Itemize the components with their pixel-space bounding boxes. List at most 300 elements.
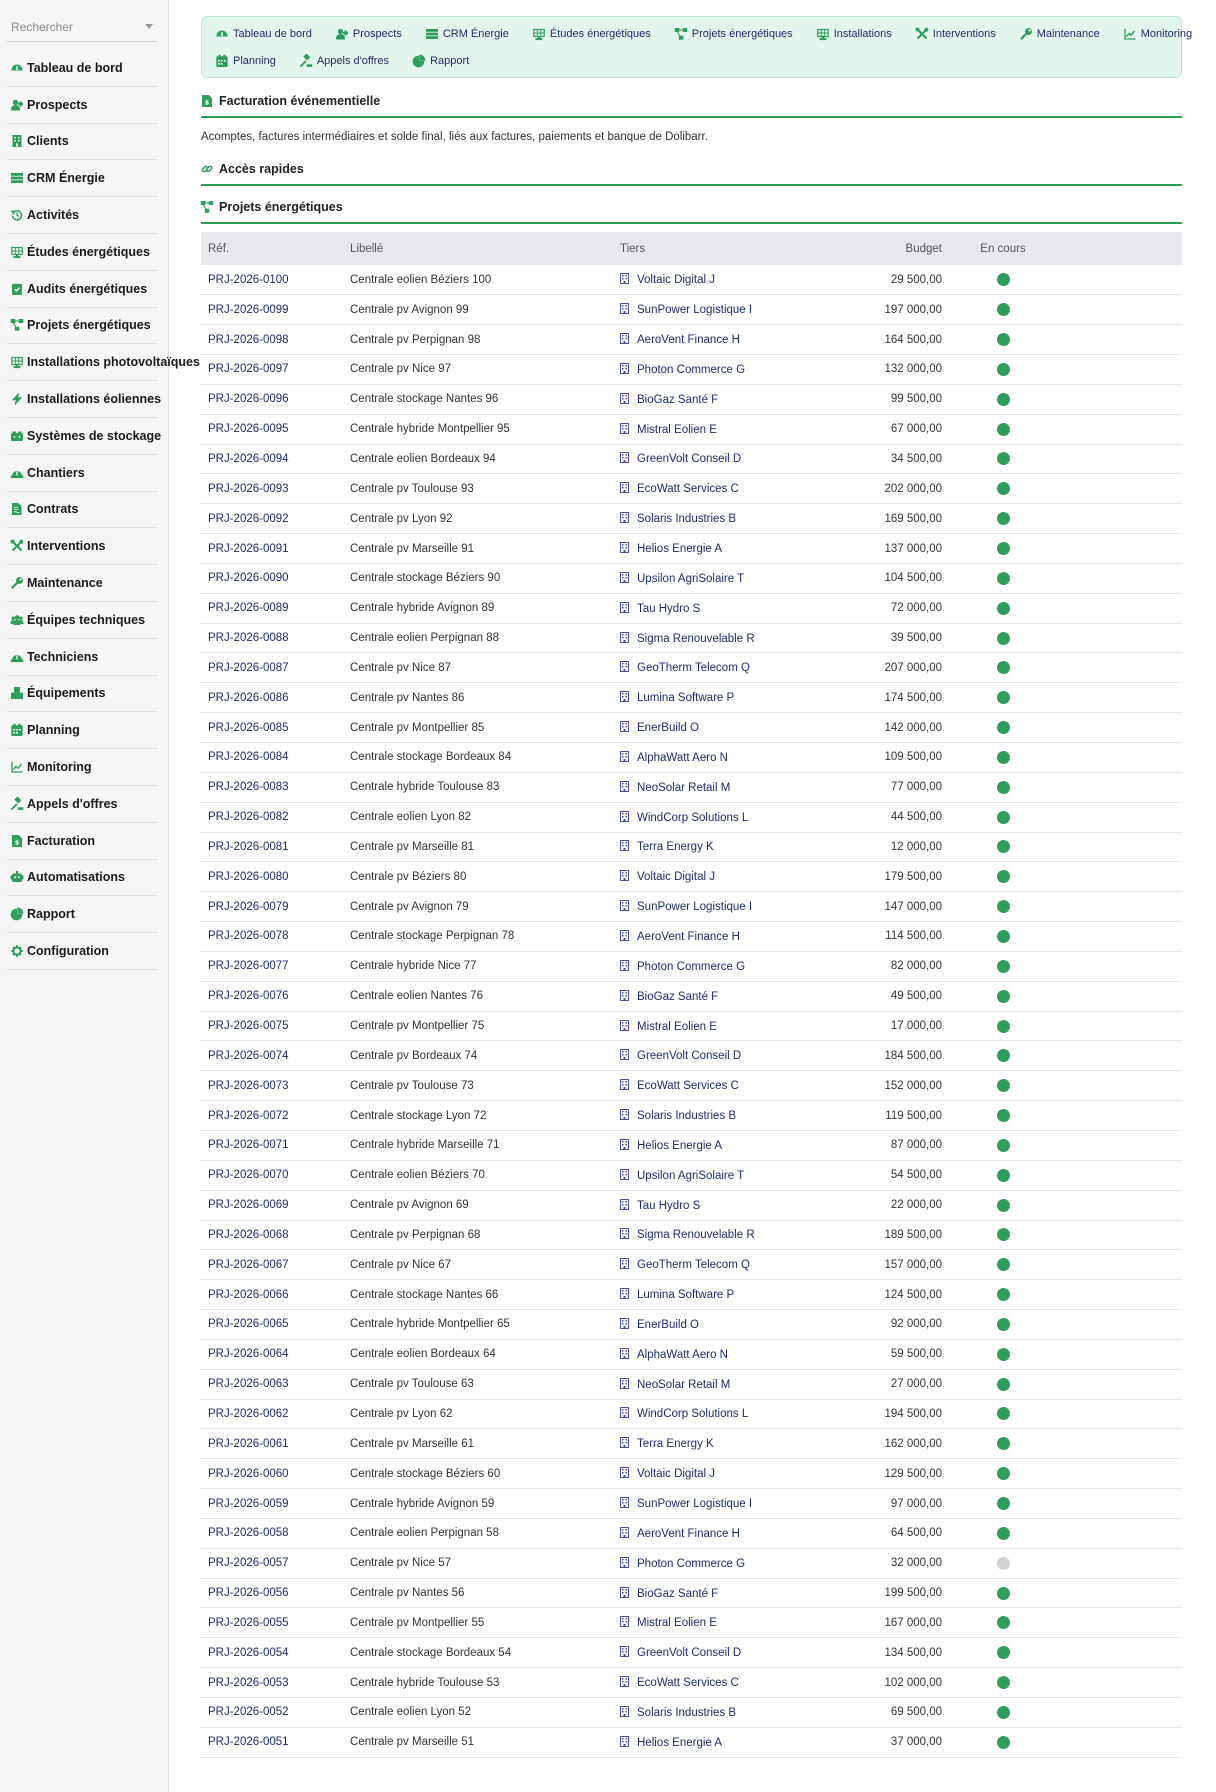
status-cell [949,1041,1057,1071]
topnav-item-crm-energie[interactable] [426,28,509,40]
project-ref-link[interactable]: PRJ-2026-0055 [201,1608,343,1638]
status-cell [949,1280,1057,1310]
topnav-item-rapport[interactable] [413,55,469,67]
status-active-dot [997,452,1010,465]
building-icon [620,1646,629,1657]
pie-chart-icon [11,908,23,920]
topnav-item-prospects[interactable] [336,28,402,40]
project-diagram-icon [11,319,23,331]
sidebar-item-label: Installations éoliennes [27,392,162,407]
thirdparty-link[interactable]: Helios Energie A [637,543,723,556]
project-ref-link[interactable]: PRJ-2026-0075 [201,1011,343,1041]
empty-cell [1057,1011,1182,1041]
solar-panel-icon [817,28,829,40]
sidebar-item-systemes-de-stockage[interactable] [7,418,162,455]
project-label: Centrale pv Lyon 92 [343,504,613,534]
project-ref-link[interactable]: PRJ-2026-0057 [201,1548,343,1578]
status-cell [949,743,1057,773]
status-active-dot [997,1079,1010,1092]
chevron-down-icon[interactable] [145,24,153,29]
project-ref-link[interactable]: PRJ-2026-0086 [201,683,343,713]
empty-cell [1057,1399,1182,1429]
thirdparty-cell [613,1220,813,1250]
search-input[interactable] [7,14,137,40]
building-icon [620,363,629,374]
thirdparty-link[interactable]: EnerBuild O [637,1318,700,1331]
user-plus-icon [11,99,23,111]
project-ref-link[interactable]: PRJ-2026-0063 [201,1369,343,1399]
status-cell [949,295,1057,325]
project-ref-link[interactable]: PRJ-2026-0067 [201,1250,343,1280]
project-diagram-icon [675,28,687,40]
thirdparty-link[interactable]: EnerBuild O [637,722,700,735]
thirdparty-link[interactable]: AeroVent Finance H [637,1527,740,1540]
project-ref-link[interactable]: PRJ-2026-0056 [201,1578,343,1608]
project-ref-link[interactable]: PRJ-2026-0053 [201,1668,343,1698]
status-active-dot [997,811,1010,824]
thirdparty-link[interactable]: Mistral Eolien E [637,1020,717,1033]
table-row [201,355,1182,385]
column-header-libelle[interactable]: Libellé [343,232,613,265]
project-label: Centrale stockage Lyon 72 [343,1101,613,1131]
table-row [201,1578,1182,1608]
thirdparty-link[interactable]: AlphaWatt Aero N [637,751,728,764]
topnav-item-appels-d-offres[interactable] [300,55,389,67]
empty-cell [1057,802,1182,832]
project-ref-link[interactable]: PRJ-2026-0066 [201,1280,343,1310]
status-cell [949,1101,1057,1131]
thirdparty-cell [613,355,813,385]
sidebar-item-label: Audits énergétiques [27,281,148,296]
thirdparty-link[interactable]: Upsilon AgriSolaire T [637,572,745,585]
project-ref-link[interactable]: PRJ-2026-0080 [201,862,343,892]
status-cell [949,1668,1057,1698]
project-ref-link[interactable]: PRJ-2026-0100 [201,265,343,295]
project-ref-link[interactable]: PRJ-2026-0084 [201,743,343,773]
status-cell [949,1489,1057,1519]
thirdparty-link[interactable]: Sigma Renouvelable R [637,1229,755,1242]
status-active-dot [997,363,1010,376]
project-ref-link[interactable]: PRJ-2026-0060 [201,1459,343,1489]
status-cell [949,1250,1057,1280]
sidebar-item-installations-eoliennes[interactable] [7,381,162,418]
sidebar-item-techniciens[interactable] [7,639,158,676]
sidebar-item-crm-energie[interactable] [7,160,158,197]
empty-cell [1057,1578,1182,1608]
project-ref-link[interactable]: PRJ-2026-0089 [201,593,343,623]
status-active-dot [997,393,1010,406]
top-navigation [201,16,1193,78]
sidebar-item-label: Facturation [27,833,96,848]
thirdparty-link[interactable]: Tau Hydro S [637,602,701,615]
project-ref-link[interactable]: PRJ-2026-0068 [201,1220,343,1250]
thirdparty-link[interactable]: AlphaWatt Aero N [637,1348,728,1361]
empty-cell [1057,1369,1182,1399]
sidebar-item-label: Configuration [27,944,109,959]
empty-cell [1057,1608,1182,1638]
thirdparty-link[interactable]: Mistral Eolien E [637,423,717,436]
project-ref-link[interactable]: PRJ-2026-0054 [201,1638,343,1668]
table-row [201,1041,1182,1071]
thirdparty-link[interactable]: Terra Energy K [637,841,714,854]
thirdparty-link[interactable]: GreenVolt Conseil D [637,453,742,466]
thirdparty-cell [613,1548,813,1578]
thirdparty-link[interactable]: Solaris Industries B [637,513,737,526]
status-active-dot [997,482,1010,495]
empty-cell [1057,474,1182,504]
thirdparty-link[interactable]: GreenVolt Conseil D [637,1050,742,1063]
project-label: Centrale hybride Toulouse 83 [343,772,613,802]
thirdparty-link[interactable]: Solaris Industries B [637,1110,737,1123]
sidebar-item-tableau-de-bord[interactable] [7,50,158,87]
building-icon [620,691,629,702]
project-ref-link[interactable]: PRJ-2026-0088 [201,623,343,653]
thirdparty-link[interactable]: Voltaic Digital J [637,871,715,884]
thirdparty-link[interactable]: GreenVolt Conseil D [637,1647,742,1660]
empty-cell [1057,1548,1182,1578]
sidebar-item-configuration[interactable] [7,933,158,970]
sidebar-item-etudes-energetiques[interactable] [7,234,158,271]
solar-panel-icon [11,246,23,258]
project-label: Centrale pv Bordeaux 74 [343,1041,613,1071]
project-ref-link[interactable]: PRJ-2026-0085 [201,713,343,743]
project-ref-link[interactable]: PRJ-2026-0073 [201,1071,343,1101]
sidebar-item-label: Chantiers [27,465,85,480]
sidebar-item-maintenance[interactable] [7,565,158,602]
project-ref-link[interactable]: PRJ-2026-0069 [201,1190,343,1220]
thirdparty-link[interactable]: SunPower Logistique I [637,1498,753,1511]
building-icon [620,1497,629,1508]
thirdparty-link[interactable]: Photon Commerce G [637,960,746,973]
project-ref-link[interactable]: PRJ-2026-0095 [201,414,343,444]
project-ref-link[interactable]: PRJ-2026-0074 [201,1041,343,1071]
project-budget: 72 000,00 [813,593,949,623]
project-label: Centrale stockage Nantes 66 [343,1280,613,1310]
thirdparty-link[interactable]: Voltaic Digital J [637,1468,715,1481]
empty-cell [1057,1101,1182,1131]
building-icon [620,1109,629,1120]
thirdparty-link[interactable]: SunPower Logistique I [637,304,753,317]
table-row [201,1280,1182,1310]
sidebar-item-contrats[interactable] [7,492,158,529]
project-label: Centrale hybride Montpellier 95 [343,414,613,444]
thirdparty-link[interactable]: Solaris Industries B [637,1706,737,1719]
thirdparty-cell [613,444,813,474]
dashboard-icon [11,62,23,74]
thirdparty-cell [613,1399,813,1429]
empty-cell [1057,683,1182,713]
project-label: Centrale pv Avignon 79 [343,892,613,922]
topnav-item-interventions[interactable] [916,28,996,40]
sidebar-item-equipes-techniques[interactable] [7,602,158,639]
project-budget: 99 500,00 [813,384,949,414]
top-nav-row-1 [216,25,1216,43]
thirdparty-link[interactable]: WindCorp Solutions L [637,811,749,824]
project-ref-link[interactable]: PRJ-2026-0078 [201,922,343,952]
project-ref-link[interactable]: PRJ-2026-0082 [201,802,343,832]
project-ref-link[interactable]: PRJ-2026-0072 [201,1101,343,1131]
status-active-dot [997,1587,1010,1600]
thirdparty-link[interactable]: WindCorp Solutions L [637,1408,749,1421]
project-ref-link[interactable]: PRJ-2026-0098 [201,325,343,355]
project-budget: 12 000,00 [813,832,949,862]
project-ref-link[interactable]: PRJ-2026-0065 [201,1310,343,1340]
thirdparty-link[interactable]: GeoTherm Telecom Q [637,662,750,675]
thirdparty-link[interactable]: EcoWatt Services C [637,1677,739,1690]
sidebar-item-automatisations[interactable] [7,860,158,897]
project-label: Centrale pv Nantes 86 [343,683,613,713]
project-ref-link[interactable]: PRJ-2026-0070 [201,1160,343,1190]
project-ref-link[interactable]: PRJ-2026-0097 [201,355,343,385]
thirdparty-link[interactable]: EcoWatt Services C [637,1080,739,1093]
empty-cell [1057,325,1182,355]
topnav-item-monitoring[interactable] [1124,28,1192,40]
project-ref-link[interactable]: PRJ-2026-0079 [201,892,343,922]
status-active-dot [997,1169,1010,1182]
thirdparty-link[interactable]: NeoSolar Retail M [637,781,731,794]
hard-hat-icon [11,651,23,663]
thirdparty-link[interactable]: Photon Commerce G [637,363,746,376]
project-budget: 129 500,00 [813,1459,949,1489]
thirdparty-cell [613,295,813,325]
sidebar-item-facturation[interactable] [7,823,158,860]
thirdparty-link[interactable]: Photon Commerce G [637,1557,746,1570]
status-cell [949,1369,1057,1399]
topnav-item-label: Prospects [352,28,402,40]
project-budget: 104 500,00 [813,563,949,593]
project-label: Centrale hybride Avignon 59 [343,1489,613,1519]
thirdparty-cell [613,1459,813,1489]
project-label: Centrale pv Toulouse 93 [343,474,613,504]
pie-chart-icon [413,55,425,67]
building-icon [620,1706,629,1717]
gavel-icon [11,798,23,810]
sidebar-item-label: Tableau de bord [27,60,123,75]
wind-icon [11,393,23,405]
topnav-item-projets-energetiques[interactable] [675,28,793,40]
project-budget: 184 500,00 [813,1041,949,1071]
column-header-budget[interactable]: Budget [813,232,949,265]
thirdparty-cell [613,772,813,802]
topnav-item-tableau-de-bord[interactable] [216,28,312,40]
project-budget: 132 000,00 [813,355,949,385]
table-row [201,534,1182,564]
thirdparty-link[interactable]: Lumina Software P [637,692,735,705]
project-ref-link[interactable]: PRJ-2026-0051 [201,1727,343,1757]
status-cell [949,384,1057,414]
status-cell [949,504,1057,534]
sidebar-item-equipements[interactable] [7,676,158,713]
sidebar-item-installations-photovoltaiques[interactable] [7,344,200,381]
building-icon [620,1079,629,1090]
thirdparty-cell [613,474,813,504]
status-active-dot [997,900,1010,913]
thirdparty-link[interactable]: SunPower Logistique I [637,901,753,914]
status-active-dot [997,1706,1010,1719]
sidebar-item-appels-d-offres[interactable] [7,786,158,823]
status-cell [949,474,1057,504]
project-label: Centrale eolien Nantes 76 [343,981,613,1011]
sidebar-item-rapport[interactable] [7,896,158,933]
column-header-tiers[interactable]: Tiers [613,232,813,265]
topnav-item-label: Maintenance [1036,28,1100,40]
sidebar-item-audits-energetiques[interactable] [7,271,158,308]
thirdparty-link[interactable]: Lumina Software P [637,1289,735,1302]
thirdparty-cell [613,1160,813,1190]
empty-cell [1057,1310,1182,1340]
thirdparty-link[interactable]: Upsilon AgriSolaire T [637,1169,745,1182]
thirdparty-link[interactable]: Helios Energie A [637,1139,723,1152]
thirdparty-link[interactable]: BioGaz Santé F [637,393,719,406]
status-active-dot [997,1199,1010,1212]
thirdparty-link[interactable]: AeroVent Finance H [637,334,740,347]
topnav-item-maintenance[interactable] [1020,28,1100,40]
thirdparty-cell [613,1518,813,1548]
thirdparty-link[interactable]: Sigma Renouvelable R [637,632,755,645]
project-ref-link[interactable]: PRJ-2026-0099 [201,295,343,325]
thirdparty-cell [613,593,813,623]
project-ref-link[interactable]: PRJ-2026-0096 [201,384,343,414]
thirdparty-cell [613,1429,813,1459]
thirdparty-link[interactable]: Helios Energie A [637,1736,723,1749]
sidebar-item-monitoring[interactable] [7,749,158,786]
project-budget: 109 500,00 [813,743,949,773]
empty-cell [1057,504,1182,534]
topnav-item-installations[interactable] [817,28,892,40]
thirdparty-link[interactable]: BioGaz Santé F [637,1587,719,1600]
column-header-en-cours[interactable]: En cours [949,232,1057,265]
empty-cell [1057,534,1182,564]
project-ref-link[interactable]: PRJ-2026-0058 [201,1518,343,1548]
thirdparty-cell [613,1727,813,1757]
status-cell [949,1727,1057,1757]
thirdparty-link[interactable]: Voltaic Digital J [637,274,715,287]
sidebar-item-clients[interactable] [7,124,158,161]
building-icon [620,661,629,672]
project-ref-link[interactable]: PRJ-2026-0093 [201,474,343,504]
project-ref-link[interactable]: PRJ-2026-0092 [201,504,343,534]
table-row [201,1638,1182,1668]
project-ref-link[interactable]: PRJ-2026-0064 [201,1339,343,1369]
sidebar-item-label: Clients [27,134,69,149]
thirdparty-cell [613,1608,813,1638]
sidebar-item-prospects[interactable] [7,87,158,124]
project-ref-link[interactable]: PRJ-2026-0090 [201,563,343,593]
building-icon [620,1676,629,1687]
empty-cell [1057,1668,1182,1698]
sidebar-item-label: Équipes techniques [27,612,146,627]
project-ref-link[interactable]: PRJ-2026-0083 [201,772,343,802]
project-label: Centrale hybride Montpellier 65 [343,1310,613,1340]
status-cell [949,355,1057,385]
project-ref-link[interactable]: PRJ-2026-0087 [201,653,343,683]
empty-cell [1057,892,1182,922]
building-icon [620,721,629,732]
project-budget: 202 000,00 [813,474,949,504]
thirdparty-link[interactable]: Terra Energy K [637,1438,714,1451]
building-icon [620,870,629,881]
thirdparty-link[interactable]: NeoSolar Retail M [637,1378,731,1391]
topnav-item-etudes-energetiques[interactable] [533,28,651,40]
solar-panel-icon [533,28,545,40]
project-ref-link[interactable]: PRJ-2026-0094 [201,444,343,474]
status-active-dot [997,1378,1010,1391]
project-label: Centrale eolien Bordeaux 64 [343,1339,613,1369]
project-ref-link[interactable]: PRJ-2026-0091 [201,534,343,564]
thirdparty-link[interactable]: Mistral Eolien E [637,1617,717,1630]
project-budget: 17 000,00 [813,1011,949,1041]
project-ref-link[interactable]: PRJ-2026-0076 [201,981,343,1011]
table-row [201,593,1182,623]
project-label: Centrale pv Avignon 99 [343,295,613,325]
table-row [201,1399,1182,1429]
table-row [201,384,1182,414]
project-budget: 59 500,00 [813,1339,949,1369]
status-cell [949,1638,1057,1668]
project-ref-link[interactable]: PRJ-2026-0071 [201,1130,343,1160]
status-active-dot [997,333,1010,346]
status-cell [949,1698,1057,1728]
project-label: Centrale pv Montpellier 55 [343,1608,613,1638]
project-budget: 147 000,00 [813,892,949,922]
topnav-item-label: Installations [833,28,892,40]
project-ref-link[interactable]: PRJ-2026-0052 [201,1698,343,1728]
thirdparty-link[interactable]: Tau Hydro S [637,1199,701,1212]
project-ref-link[interactable]: PRJ-2026-0062 [201,1399,343,1429]
building-icon [620,990,629,1001]
status-active-dot [997,930,1010,943]
wrench-icon [1020,28,1032,40]
project-label: Centrale eolien Bordeaux 94 [343,444,613,474]
chart-line-icon [11,761,23,773]
thirdparty-link[interactable]: EcoWatt Services C [637,483,739,496]
sidebar-item-interventions[interactable] [7,528,158,565]
project-label: Centrale pv Nice 97 [343,355,613,385]
project-budget: 137 000,00 [813,534,949,564]
project-label: Centrale pv Nice 87 [343,653,613,683]
empty-cell [1057,1339,1182,1369]
empty-cell [1057,1727,1182,1757]
project-label: Centrale eolien Béziers 70 [343,1160,613,1190]
project-budget: 29 500,00 [813,265,949,295]
thirdparty-link[interactable]: AeroVent Finance H [637,930,740,943]
table-row [201,265,1182,295]
building-icon [620,751,629,762]
project-budget: 114 500,00 [813,922,949,952]
sidebar-item-chantiers[interactable] [7,455,158,492]
column-header-ref[interactable]: Réf. [201,232,343,265]
project-budget: 164 500,00 [813,325,949,355]
sidebar-item-planning[interactable] [7,712,158,749]
thirdparty-link[interactable]: GeoTherm Telecom Q [637,1259,750,1272]
building-icon [620,1407,629,1418]
sidebar-item-projets-energetiques[interactable] [7,308,158,345]
project-ref-link[interactable]: PRJ-2026-0081 [201,832,343,862]
project-ref-link[interactable]: PRJ-2026-0061 [201,1429,343,1459]
topnav-item-planning[interactable] [216,55,276,67]
sidebar-item-label: Équipements [27,686,106,701]
project-ref-link[interactable]: PRJ-2026-0077 [201,951,343,981]
project-label: Centrale eolien Lyon 52 [343,1698,613,1728]
project-label: Centrale hybride Nice 77 [343,951,613,981]
empty-cell [1057,563,1182,593]
thirdparty-link[interactable]: BioGaz Santé F [637,990,719,1003]
sidebar-item-activites[interactable] [7,197,158,234]
table-header-row [201,232,1182,265]
status-active-dot [997,691,1010,704]
project-ref-link[interactable]: PRJ-2026-0059 [201,1489,343,1519]
status-active-dot [997,1497,1010,1510]
